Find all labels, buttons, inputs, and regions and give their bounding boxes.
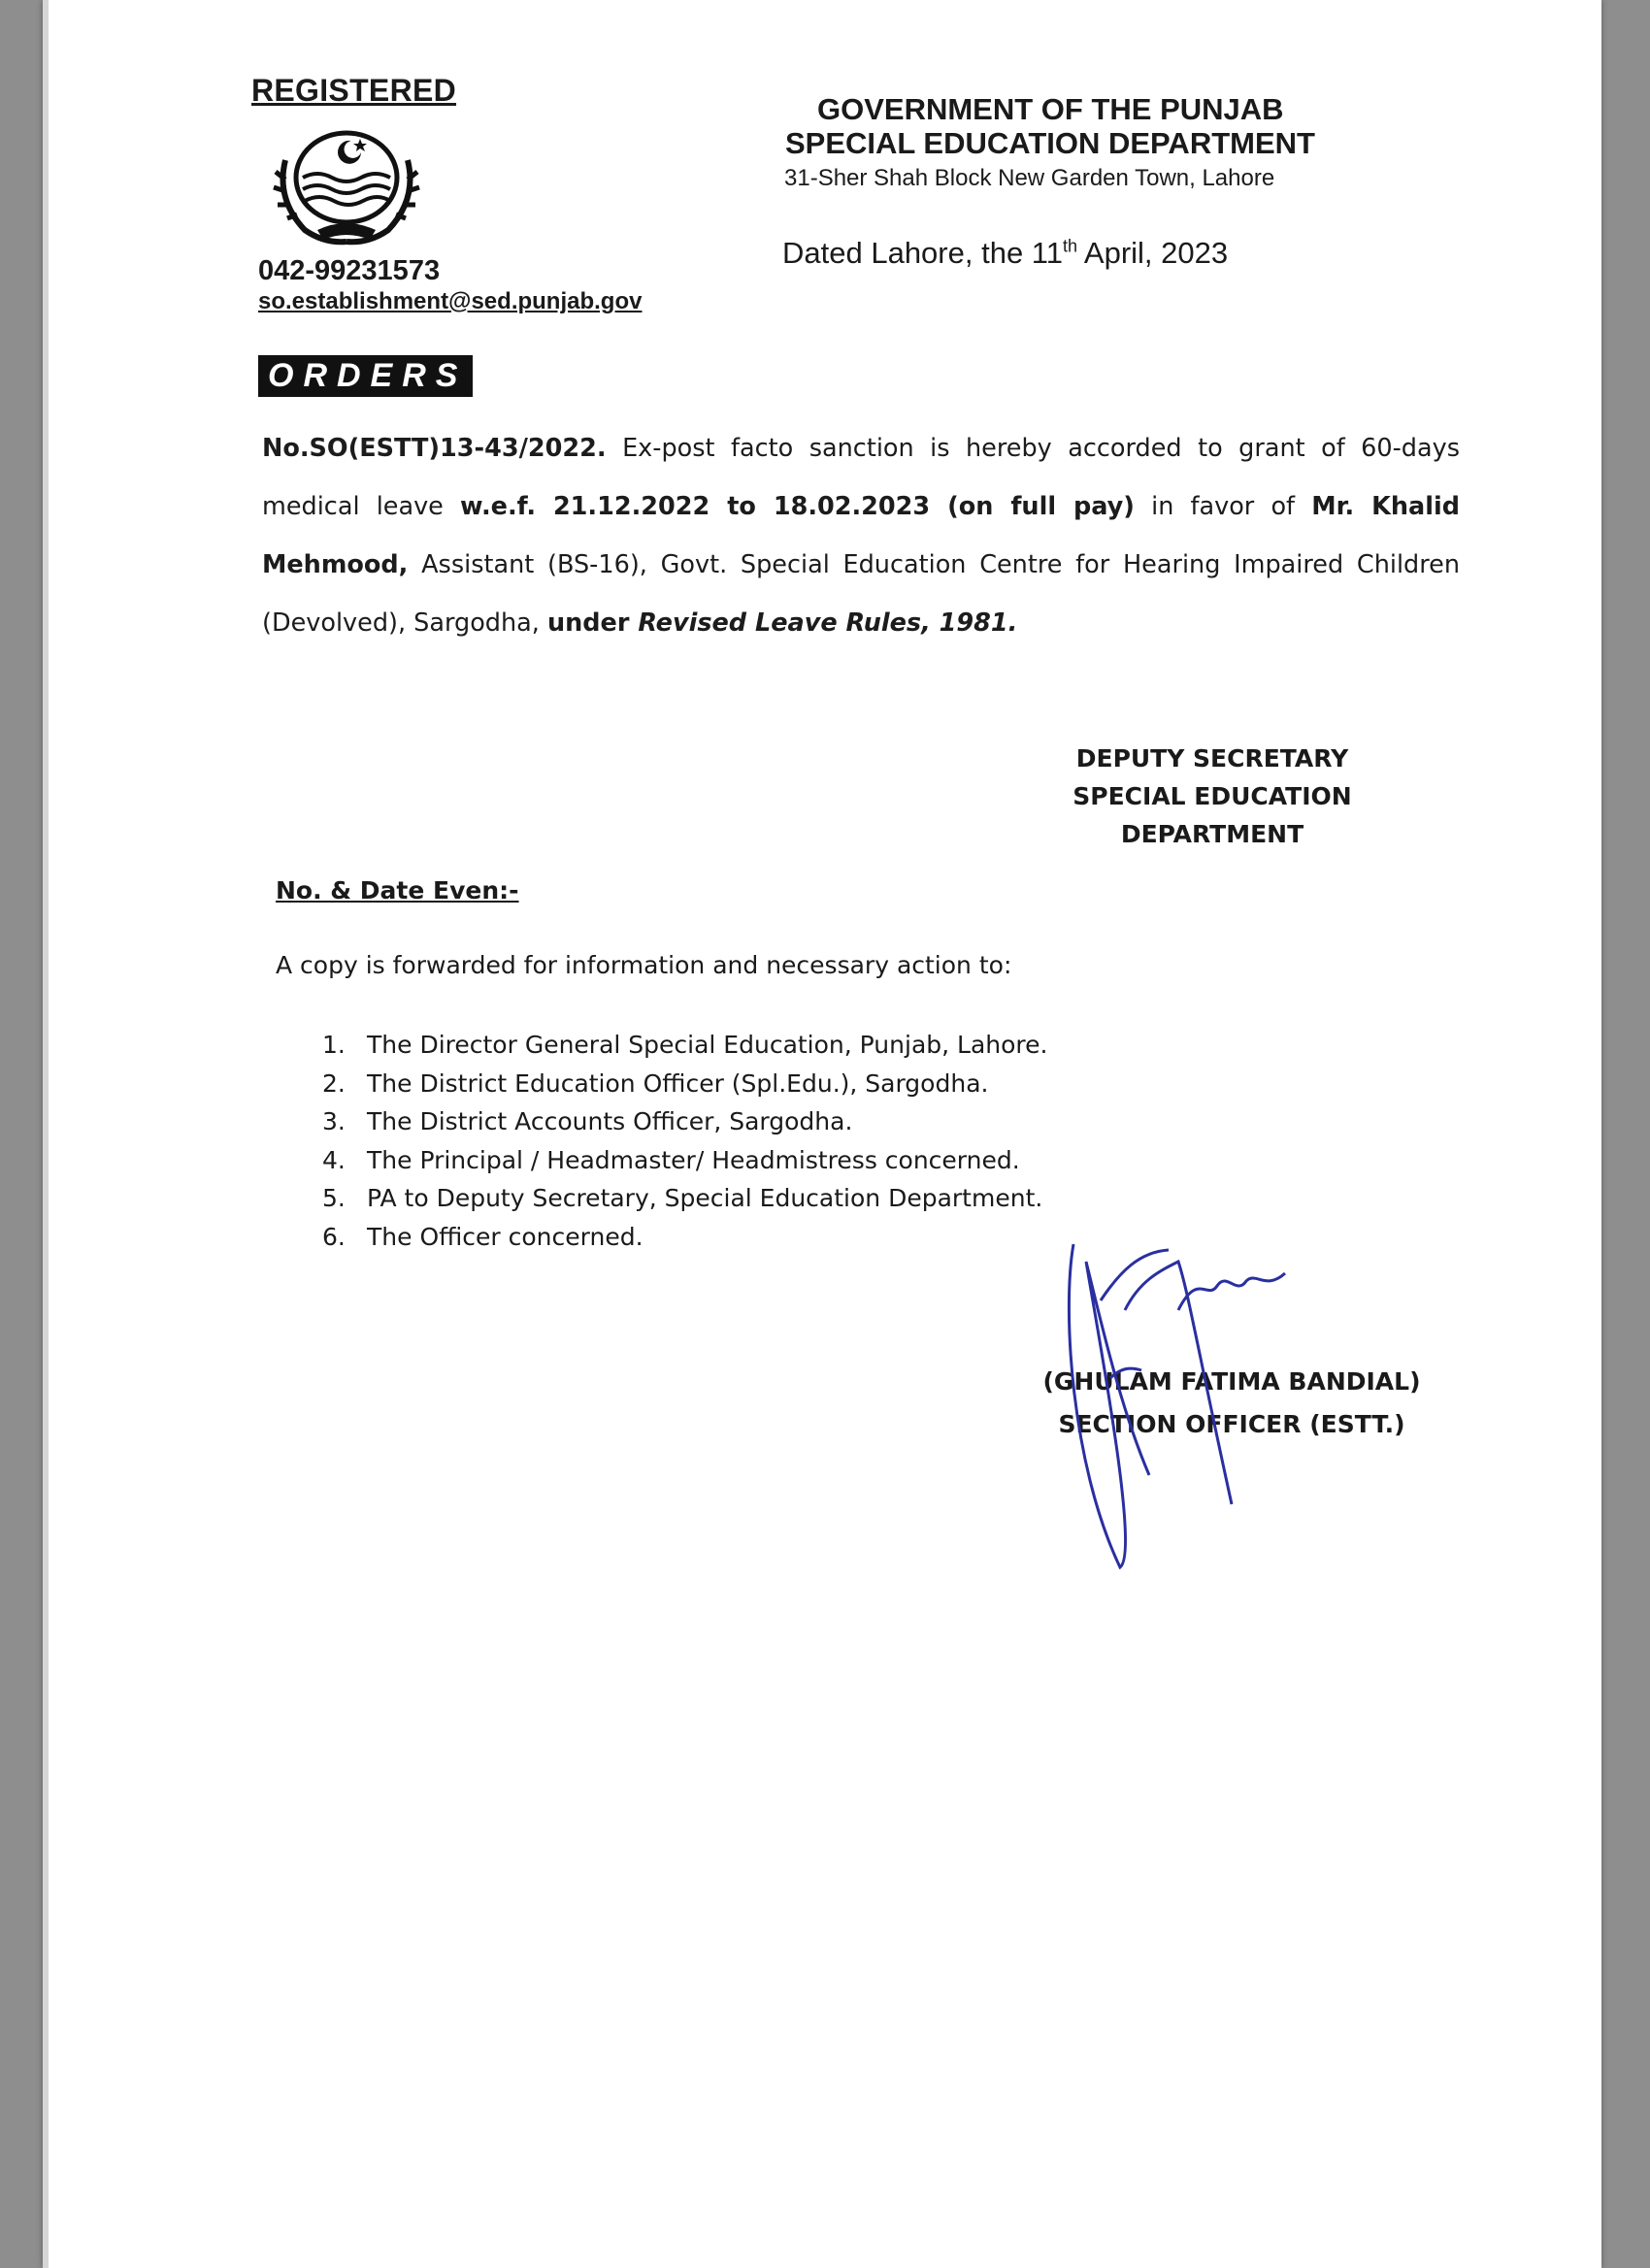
signatory-name: (GHULAM FATIMA BANDIAL)	[1042, 1367, 1421, 1396]
order-body: No.SO(ESTT)13-43/2022. Ex-post facto sanction is hereby accorded to grant of 60-days medical leave w.e.f. 21.12.2022 to 18.02.2023 (on full pay) in favor of Mr. Khalid Mehmood, Assistant (BS-16), Govt. Special Education Centre for Hearing Impaired Children (Devolved), Sargodha, under Revised Leave Rules, 1981.	[262, 434, 1460, 638]
no-date-even-heading: No. & Date Even:-	[276, 876, 519, 904]
orders-heading: ORDERS	[258, 355, 473, 397]
scan-edge	[43, 0, 49, 2268]
handwritten-signature	[1033, 1233, 1304, 1582]
email-address: so.establishment@sed.punjab.gov	[258, 288, 643, 314]
document-page	[43, 0, 1601, 2268]
list-item: 2. The District Education Officer (Spl.Edu.), Sargodha.	[322, 1068, 989, 1098]
date-line: Dated Lahore, the 11th April, 2023	[782, 236, 1229, 270]
government-title: GOVERNMENT OF THE PUNJAB	[817, 92, 1284, 126]
deputy-line-1: DEPUTY SECRETARY	[1075, 744, 1349, 772]
deputy-secretary-block	[1057, 740, 1368, 853]
department-title: SPECIAL EDUCATION DEPARTMENT	[785, 126, 1315, 160]
signatory-designation: SECTION OFFICER (ESTT.)	[1058, 1410, 1405, 1438]
list-item: 6. The Officer concerned.	[322, 1222, 644, 1251]
deputy-line-2: SPECIAL EDUCATION	[1072, 782, 1352, 810]
copy-forwarded-text: A copy is forwarded for information and necessary action to:	[276, 951, 1012, 979]
list-item: 4. The Principal / Headmaster/ Headmistress concerned.	[322, 1145, 1020, 1174]
list-item: 5. PA to Deputy Secretary, Special Education Department.	[322, 1184, 1043, 1212]
punjab-emblem-icon	[264, 121, 429, 252]
list-item: 3. The District Accounts Officer, Sargodha.	[322, 1107, 853, 1135]
list-item: 1. The Director General Special Education, Punjab, Lahore.	[322, 1031, 1048, 1059]
deputy-line-3: DEPARTMENT	[1120, 820, 1304, 848]
phone-number: 042-99231573	[258, 255, 441, 286]
department-address: 31-Sher Shah Block New Garden Town, Lahore	[784, 165, 1275, 191]
registered-label: REGISTERED	[251, 73, 457, 108]
distribution-list	[322, 1026, 1047, 1256]
